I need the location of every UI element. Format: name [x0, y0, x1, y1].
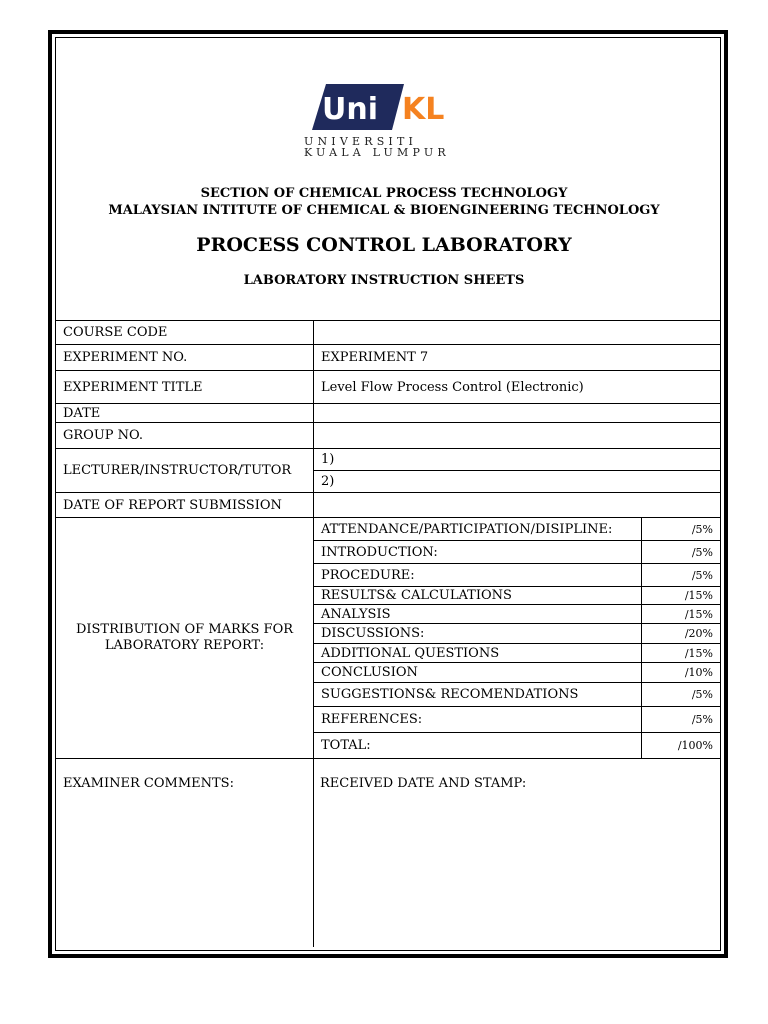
received-stamp-area[interactable] [314, 796, 721, 946]
marks-item-label: DISCUSSIONS: [321, 626, 425, 641]
experiment-title-field[interactable]: Level Flow Process Control (Electronic) [321, 379, 584, 395]
marks-item-label: PROCEDURE: [321, 567, 415, 583]
institute-heading: MALAYSIAN INTITUTE OF CHEMICAL & BIOENGINEERING TECHNOLOGY [108, 203, 660, 218]
received-stamp-label: RECEIVED DATE AND STAMP: [320, 776, 527, 791]
marks-item-label: CONCLUSION [321, 665, 418, 680]
marks-score[interactable]: /15% [684, 646, 713, 660]
logo-subtitle [304, 136, 460, 158]
marks-label-line1: DISTRIBUTION OF MARKS FOR [75, 622, 294, 637]
logo-sub-line2: KUALA LUMPUR [304, 146, 450, 159]
marks-item-label: ADDITIONAL QUESTIONS [321, 645, 500, 661]
course-code-field[interactable] [314, 321, 721, 344]
marks-score[interactable]: /15% [684, 589, 713, 602]
submission-date-label: DATE OF REPORT SUBMISSION [63, 497, 282, 513]
course-code-label: COURSE CODE [63, 325, 168, 340]
marks-distribution-label [56, 622, 313, 662]
lecturer-field-1[interactable]: 1) [321, 452, 335, 467]
examiner-comments-label: EXAMINER COMMENTS: [63, 776, 234, 791]
marks-score[interactable]: /5% [691, 688, 713, 701]
group-no-label: GROUP NO. [63, 428, 144, 443]
experiment-no-label: EXPERIMENT NO. [63, 350, 188, 365]
logo-sub-line1: UNIVERSITI [304, 135, 418, 148]
section-heading: SECTION OF CHEMICAL PROCESS TECHNOLOGY [200, 186, 568, 201]
logo-brand-right: KL [402, 92, 445, 127]
lecturer-field-2[interactable]: 2) [321, 474, 335, 489]
marks-item-label: ANALYSIS [321, 606, 391, 622]
date-field[interactable] [314, 404, 721, 422]
marks-label-line2: LABORATORY REPORT: [104, 638, 265, 653]
marks-score[interactable]: /5% [691, 713, 713, 726]
page-subtitle: LABORATORY INSTRUCTION SHEETS [243, 273, 525, 288]
marks-score[interactable]: /15% [684, 607, 713, 621]
marks-score[interactable]: /5% [691, 522, 713, 536]
marks-score[interactable]: /5% [691, 545, 713, 559]
date-label: DATE [63, 405, 101, 421]
group-no-field[interactable] [314, 423, 721, 448]
marks-score[interactable]: /100% [677, 739, 713, 752]
unikl-logo-mark [312, 84, 462, 130]
lecturer-label: LECTURER/INSTRUCTOR/TUTOR [63, 463, 292, 478]
marks-item-label: TOTAL: [321, 738, 371, 753]
marks-item-label: REFERENCES: [321, 712, 423, 727]
unikl-logo [304, 84, 460, 162]
logo-brand-left: Uni [322, 92, 379, 127]
marks-item-label: RESULTS& CALCULATIONS [321, 588, 512, 603]
marks-score[interactable]: /20% [684, 627, 713, 640]
marks-item-label: ATTENDANCE/PARTICIPATION/DISIPLINE: [321, 521, 613, 537]
marks-score[interactable]: /5% [691, 568, 713, 582]
submission-date-field[interactable] [314, 493, 721, 517]
examiner-comments-area[interactable] [56, 796, 313, 946]
experiment-title-label: EXPERIMENT TITLE [63, 379, 203, 395]
marks-score[interactable]: /10% [684, 666, 713, 679]
experiment-no-field[interactable]: EXPERIMENT 7 [321, 350, 429, 365]
marks-item-label: INTRODUCTION: [321, 544, 438, 560]
marks-item-label: SUGGESTIONS& RECOMENDATIONS [321, 687, 579, 702]
page-title: PROCESS CONTROL LABORATORY [196, 234, 572, 256]
